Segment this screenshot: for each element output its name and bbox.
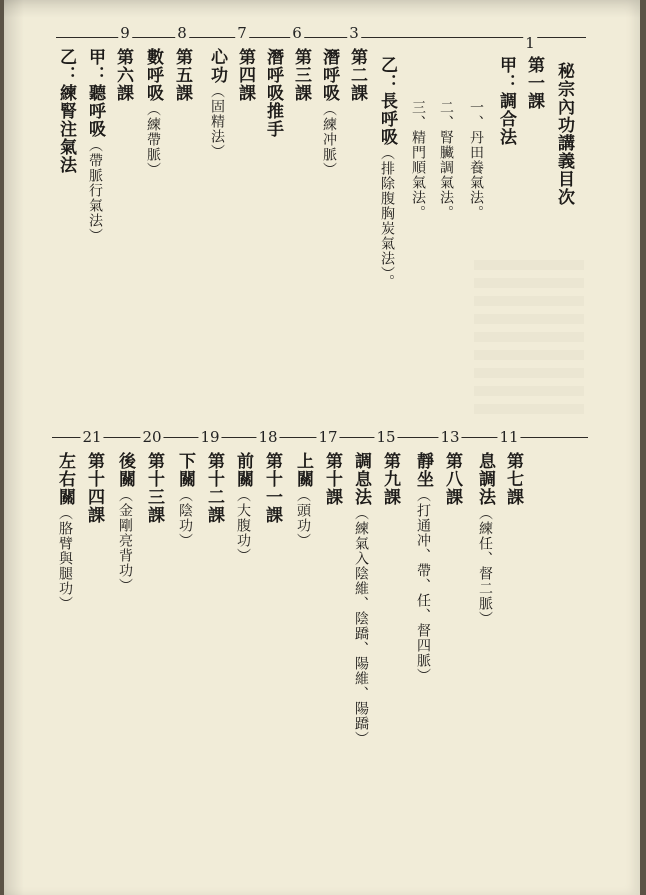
entry-main: 心功: [207, 48, 227, 84]
entry-sub: （大腹功）: [235, 488, 251, 563]
entry-sub: （固精法）: [209, 84, 225, 159]
page-number: 9: [120, 24, 130, 42]
entry-sub: （打通冲、帶、任、督四脈）: [415, 488, 431, 683]
toc-entry-lesson-10: [320, 452, 345, 506]
toc-entry-long-breath: [375, 56, 400, 289]
toc-entry-upper-gate: [291, 452, 316, 548]
entry-sub: （金剛亮背功）: [117, 488, 133, 593]
page-shadow-left: [4, 0, 24, 895]
entry-main: 第十四課: [84, 452, 104, 524]
entry-sub: （練任、督二脈）: [477, 506, 493, 626]
entry-main: 第十三課: [144, 452, 164, 524]
toc-entry-lesson-1: [522, 56, 547, 110]
entry-main: 靜坐: [413, 452, 433, 488]
toc-entry-breath-regulation: [473, 452, 498, 626]
entry-main: 第四課: [235, 48, 255, 102]
toc-entry-lesson-14: [82, 452, 107, 524]
toc-entry-kidney-qi: [54, 48, 79, 174]
toc-entry-front-gate: [231, 452, 256, 563]
page-number: 13: [440, 428, 460, 446]
toc-entry-lower-gate: [173, 452, 198, 548]
toc-subentry: [408, 100, 428, 220]
entry-sub: （排除腹胸炭氣法）。: [379, 146, 395, 289]
toc-entry-lesson-9: [378, 452, 403, 506]
toc-entry-lesson-7: [501, 452, 526, 506]
entry-main: 第二課: [347, 48, 367, 102]
entry-main: 第一課: [524, 56, 544, 110]
entry-sub: （帶脈行氣法）: [87, 138, 103, 243]
entry-sub: （練帶脈）: [145, 102, 161, 177]
entry-main: 第五課: [172, 48, 192, 102]
page-number: 17: [318, 428, 338, 446]
entry-main: 甲：聽呼吸: [85, 48, 105, 138]
page-number: 15: [376, 428, 396, 446]
entry-main: 息調法: [475, 452, 495, 506]
entry-main: 後關: [115, 452, 135, 488]
toc-entry-latent-breath: [317, 48, 342, 177]
toc-entry-count-breath: [141, 48, 166, 177]
entry-sub: （胳臂與腿功）: [57, 506, 73, 611]
entry-main: 第七課: [503, 452, 523, 506]
toc-entry-meditation: [411, 452, 436, 683]
entry-sub: （練氣入陰維、陰蹻、陽維、陽蹻）: [353, 506, 369, 746]
entry-sub: 二、腎臟調氣法。: [438, 100, 454, 220]
book-page: [4, 0, 640, 895]
entry-main: 乙：練腎注氣法: [56, 48, 76, 174]
page-shadow-top: [4, 0, 640, 18]
page-number: 1: [525, 34, 535, 52]
entry-main: 下關: [175, 452, 195, 488]
toc-entry-lesson-4: [233, 48, 258, 102]
toc-subentry: [436, 100, 456, 220]
entry-main: 甲：調合法: [496, 56, 516, 146]
page-number: 6: [292, 24, 302, 42]
page-number: 19: [200, 428, 220, 446]
toc-entry-lesson-3: [289, 48, 314, 102]
entry-main: 第九課: [380, 452, 400, 506]
toc-entry-lesson-12: [202, 452, 227, 524]
toc-entry-lesson-5: [170, 48, 195, 102]
toc-title: 秘宗內功講義目次: [554, 62, 574, 206]
toc-entry-heart-gong: [205, 48, 230, 159]
page-number: 7: [237, 24, 247, 42]
entry-main: 第十二課: [204, 452, 224, 524]
page-number: 3: [349, 24, 359, 42]
print-bleed-through: [474, 260, 584, 420]
page-number: 8: [177, 24, 187, 42]
toc-entry-back-gate: [113, 452, 138, 593]
page-number: 21: [82, 428, 102, 446]
entry-main: 前關: [233, 452, 253, 488]
toc-entry-lesson-2: [345, 48, 370, 102]
top-leader-line: [56, 37, 586, 38]
entry-main: 乙：長呼吸: [377, 56, 397, 146]
toc-entry-tiaohe: [494, 56, 519, 146]
page-number: 18: [258, 428, 278, 446]
entry-sub: （頭功）: [295, 488, 311, 548]
entry-main: 上關: [293, 452, 313, 488]
toc-entry-lesson-8: [440, 452, 465, 506]
toc-entry-tiaoxi: [349, 452, 374, 746]
page-number: 11: [499, 428, 519, 446]
entry-sub: （陰功）: [177, 488, 193, 548]
entry-main: 第三課: [291, 48, 311, 102]
toc-entry-lesson-6: [111, 48, 136, 102]
entry-main: 左右關: [55, 452, 75, 506]
toc-entry-side-gate: [53, 452, 78, 611]
entry-main: 潛呼吸推手: [263, 48, 283, 138]
entry-main: 調息法: [351, 452, 371, 506]
page-number: 20: [142, 428, 162, 446]
entry-sub: 一、丹田養氣法。: [468, 100, 484, 220]
toc-entry-push-hands: [261, 48, 286, 138]
entry-main: 第六課: [113, 48, 133, 102]
entry-main: 第十課: [322, 452, 342, 506]
entry-main: 潛呼吸: [319, 48, 339, 102]
toc-entry-lesson-13: [142, 452, 167, 524]
entry-main: 第八課: [442, 452, 462, 506]
toc-entry-lesson-11: [260, 452, 285, 524]
toc-subentry: [466, 100, 486, 220]
entry-main: 第十一課: [262, 452, 282, 524]
entry-sub: （練冲脈）: [321, 102, 337, 177]
entry-sub: 三、精門順氣法。: [410, 100, 426, 220]
toc-entry-listen-breath: [83, 48, 108, 243]
entry-main: 數呼吸: [143, 48, 163, 102]
